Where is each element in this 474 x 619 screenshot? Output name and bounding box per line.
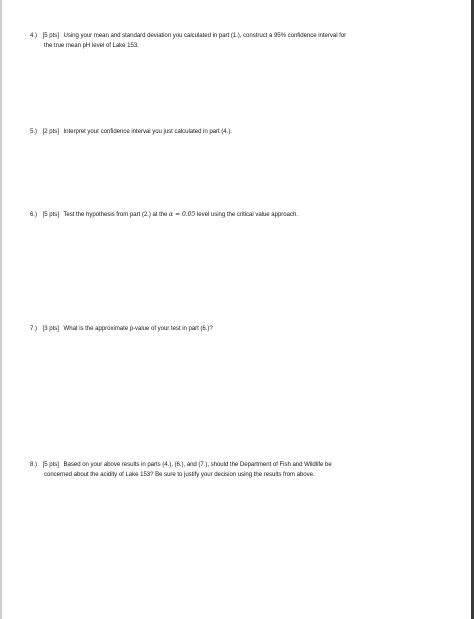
alpha-expression: α = 0.05 [169, 211, 196, 218]
question-7-text-1: What is the approximate p-value of your test in part (6.)? [63, 325, 213, 332]
question-5 [30, 127, 435, 137]
question-8-points: [5 pts] [42, 461, 59, 468]
question-8-line-2: concerned about the acidity of Lake 153? Be sure to justify your decision using the results from above. [44, 471, 315, 478]
question-7-line-1 [30, 324, 435, 334]
question-5-points: [2 pts] [42, 128, 59, 135]
question-5-number: 5.) [30, 128, 37, 135]
question-7-points: [3 pts] [42, 325, 59, 332]
question-6-text-post: level using the critical value approach. [196, 211, 298, 218]
question-6-line-1 [30, 210, 435, 220]
question-5-text-1: Interpret your confidence interval you just calculated in part (4.). [63, 128, 232, 135]
question-7 [30, 324, 435, 334]
question-4-line-2: the true mean pH level of Lake 153. [44, 42, 139, 49]
question-4-text-1: Using your mean and standard deviation you calculated in part (1.), construct a 95% confidence interval for [63, 32, 347, 39]
question-8-line-1 [30, 460, 435, 470]
question-6-points: [5 pts] [42, 211, 59, 218]
question-6-text-pre: Test the hypothesis from part (2.) at the [63, 211, 168, 218]
question-7-number: 7.) [30, 325, 37, 332]
question-4-line-1 [30, 31, 435, 41]
question-4 [30, 31, 435, 51]
question-8-text-1: Based on your above results in parts (4.), (6.), and (7.), should the Department of Fish and Wildlife be [63, 461, 332, 468]
question-8 [30, 460, 435, 480]
page-left-edge [0, 0, 2, 619]
question-6-number: 6.) [30, 211, 37, 218]
question-5-line-1 [30, 127, 435, 137]
question-6 [30, 210, 435, 220]
question-4-number: 4.) [30, 32, 37, 39]
question-8-number: 8.) [30, 461, 37, 468]
question-4-points: [5 pts] [42, 32, 59, 39]
